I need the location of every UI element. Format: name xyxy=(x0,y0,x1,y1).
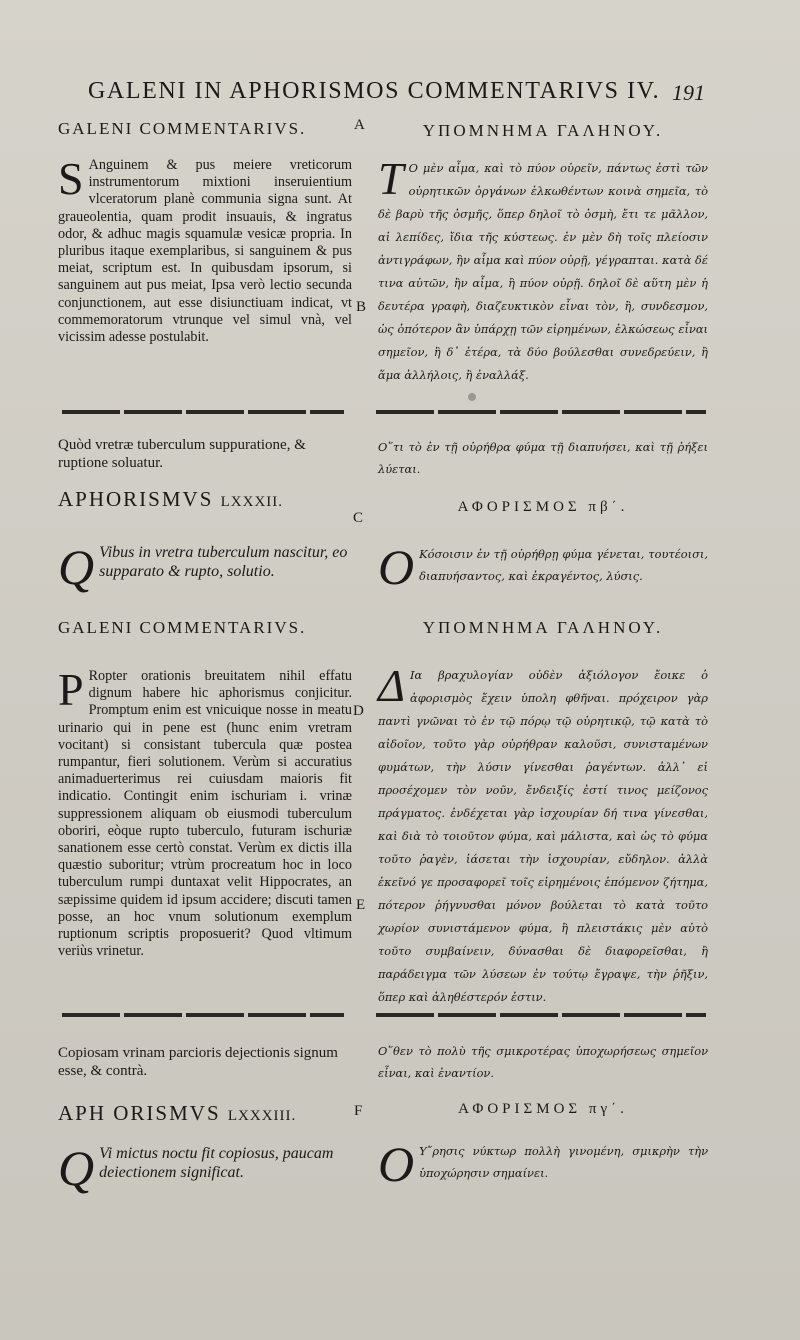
running-head: GALENI IN APHORISMOS COMMENTARIVS IV. xyxy=(88,78,661,104)
margin-letter-c: C xyxy=(353,510,364,526)
margin-letter-f: F xyxy=(354,1103,363,1119)
aphorism-text-greek xyxy=(378,1136,708,1192)
drop-cap: P xyxy=(58,664,84,715)
drop-cap: Ο xyxy=(378,1136,415,1192)
latin-commentary-heading: GALENI COMMENTARIVS. xyxy=(58,618,307,637)
aphorism-title-greek: ΑΦΟΡΙΣΜΟΣ πβ΄. xyxy=(457,499,629,515)
aphorism-greek-body: Κόσοισιν ἐν τῇ οὐρήθρῃ φύμα γένεται, τουτέοισι, διαπυήσαντος, καὶ ἐκραγέντος, λύσις. xyxy=(419,547,708,583)
margin-letter-a: A xyxy=(354,117,365,133)
drop-cap: Τ xyxy=(378,153,404,204)
section-rule-right xyxy=(376,410,706,414)
greek-commentary-heading: ΥΠΟΜΝΗΜΑ ΓΑΛΗΝΟΥ. xyxy=(422,121,664,140)
drop-cap: Ο xyxy=(378,539,415,595)
ink-smudge xyxy=(468,393,476,401)
aphorism-number: LXXXIII. xyxy=(227,1108,297,1124)
margin-letter-d: D xyxy=(353,703,364,719)
aphorism-label: APH ORISMVS xyxy=(58,1101,221,1125)
drop-cap: Q xyxy=(58,1140,95,1196)
greek-commentary-heading: ΥΠΟΜΝΗΜΑ ΓΑΛΗΝΟΥ. xyxy=(422,618,664,637)
latin-commentary-body: Anguinem & pus meiere vreticorum instrumentorum mixtioni inseruientium vlceratorum planè communia signa sunt. At graueolentia, quam prodit insuauis, & ingratus odor, & adhuc magis squamulæ vesicæ propria. In pluribus itaque exemplaribus, si sanguinem & pus meiat, scriptum est. In quibusdam ipsorum, si sanguinem aut pus meiat, Ipsa verò lectio secunda conjunctionem, aut esse disiunctiuam indicat, vt commemoratorum vtrunque vel simul vnà, vel vicissim adesse postulabit. xyxy=(58,157,352,346)
greek-commentary-body: Ο μὲν αἷμα, καὶ τὸ πύον οὐρεῖν, πάντως ἐστὶ τῶν οὐρητικῶν ὀργάνων ἑλκωθέντων κοινὰ σημεῖα, τὸ δὲ βαρὺ τῆς ὀσμῆς, ὅπερ δηλοῖ τὸ ὀσμὴ, ἔτι τε μᾶλλον, αἱ λεπίδες, ἴδια τῆς κύστεως. ἐν μὲν δὴ τοῖς πλείοσιν ἀντιγράφων, ἢν αἷμα καὶ πύον οὐρῇ, γέγραπται. κατὰ δέ τινα αὐτῶν, ἢν αἷμα, ἢ πύον οὐρῇ. δηλοῖ δὲ αὕτη μὲν ἡ δευτέρα γραφὴ, διαζευκτικὸν εἶναι τὸν, ἢ, συνδεσμον, ὡς ὁπότερον ἂν ὑπάρχῃ τῶν εἰρημένων, ἑλκώσεως εἶναι σημεῖον, ἢ δ᾽ ἑτέρα, τὰ δύο βούλεσθαι συνεδρεύειν, ἢ ἅμα ἀλλήλοις, ἢ ἐναλλάξ. xyxy=(378,161,708,382)
aphorism-latin-body: Vibus in vretra tuberculum nascitur, eo supparato & rupto, solutio. xyxy=(99,544,348,580)
aphorism-latin-body: Vi mictus noctu fit copiosus, paucam deiectionem significat. xyxy=(99,1145,334,1181)
aphorism-label: APHORISMVS xyxy=(58,487,214,511)
section-rule-left xyxy=(62,1013,344,1017)
aphorism-text-latin xyxy=(58,1140,352,1196)
greek-commentary-body: Ια βραχυλογίαν οὐδὲν ἀξιόλογον ἔοικε ὁ ἀφορισμὸς ἔχειν ὑπολη φθῆναι. πρόχειρον γὰρ παντὶ γνῶναι τὸ ἐν τῷ πόρῳ τῷ οὐρητικῷ, τῷ κατὰ τὸ αἰδοῖον, τοῦτο γὰρ οὐρήθραν καλοῦσι, συνισταμένων φυμάτων, τὴν λύσιν γίνεσθαι ῥαγέντων. ἀλλ᾽ εἰ προσέχομεν τὸν νοῦν, ἔνδειξίς ἐστί τινος μείζονος πράγματος. ἐνδέχεται γὰρ ἰσχουρίαν δή τινα γίνεσθαι, καὶ διὰ τὸ τοιοῦτον φύμα, καὶ μάλιστα, καὶ ὡς τὸ φύμα τοῦτο ῥαγὲν, ἰάσεται τὴν ἰσχουρίαν, εὔδηλον. ἀλλὰ ἐκεῖνό γε προσαφορεῖ τοῖς εἰρημένοις ἑπόμενον ζήτημα, πότερον ῥήγνυσθαι μόνον βούλεται τὸ κατὰ τοῦτο χωρίον συνιστάμενον φύμα, ἢ πλειστάκις μὲν αὐτὸ τοῦτο συμβαίνειν, δύνασθαι δὲ διαφορεῖσθαι, ἢ παράδειγμα τῶν λύσεων ἐν τούτῳ ἔγραψε, τὴν ῥῆξιν, ὅπερ καὶ ἀληθέστερόν ἐστιν. xyxy=(378,668,708,1004)
aphorism-number: LXXXII. xyxy=(220,494,284,510)
margin-letter-e: E xyxy=(356,897,366,913)
latin-summary: Quòd vretræ tuberculum suppuratione, & ruptione soluatur. xyxy=(58,437,306,471)
greek-commentary-text xyxy=(378,660,708,1009)
latin-commentary-heading: GALENI COMMENTARIVS. xyxy=(58,119,307,138)
aphorism-title-latin xyxy=(58,1101,352,1126)
section-rule-right xyxy=(376,1013,706,1017)
latin-commentary-text xyxy=(58,153,352,346)
greek-commentary-text xyxy=(378,153,708,387)
latin-commentary-text xyxy=(58,664,352,960)
latin-summary: Copiosam vrinam parcioris dejectionis signum esse, & contrà. xyxy=(58,1045,338,1079)
aphorism-title-latin xyxy=(58,487,352,512)
aphorism-text-latin xyxy=(58,539,352,595)
drop-cap: Q xyxy=(58,539,95,595)
greek-summary: Ο῞θεν τὸ πολὺ τῆς σμικροτέρας ὑποχωρήσεως σημεῖον εἶναι, καὶ ἐναντίον. xyxy=(378,1044,708,1080)
aphorism-title-greek: ΑΦΟΡΙΣΜΟΣ πγ΄. xyxy=(458,1101,628,1117)
page-number: 191 xyxy=(672,80,705,105)
aphorism-greek-body: Υ῎ρησις νύκτωρ πολλὴ γινομένη, σμικρὴν τὴν ὑποχώρησιν σημαίνει. xyxy=(419,1144,708,1180)
margin-letter-b: B xyxy=(356,299,367,315)
aphorism-text-greek xyxy=(378,539,708,595)
drop-cap: Δ xyxy=(378,660,405,711)
latin-commentary-body: Ropter orationis breuitatem nihil effatu dignum habere hic aphorismus conjicitur. Promptum enim est vnicuique nosse in meatu urinario qui in pene est (hunc enim vretram vocitant) si consistant tubercula quæ postea rumpantur, fieri solutionem. Verùm si accuratius animaduerterimus rei cuiusdam maioris fit indicatio. Contingit enim ischuriam i. vrinæ suppressionem aliquam ob eiusmodi tuberculum oboriri, eòque rupto tuberculo, futuram ischuriæ sanationem esse certò constat. Verùm ex dictis illa quæstio suboritur; vtrùm procreatum hoc in loco tuberculum rumpi duntaxat velit Hippocrates, an sæpissime quidem id ipsum accidere; discuti tamen posse, an hoc vnum solutionum exemplum ruptionum scriptis proposuerit? Quod vltimum veriùs vrinetur. xyxy=(58,668,352,960)
greek-summary: Ο῞τι τὸ ἐν τῇ οὐρήθρα φύμα τῇ διαπυήσει, καὶ τῇ ῥήξει λύεται. xyxy=(378,440,708,476)
section-rule-left xyxy=(62,410,344,414)
drop-cap: S xyxy=(58,153,84,204)
